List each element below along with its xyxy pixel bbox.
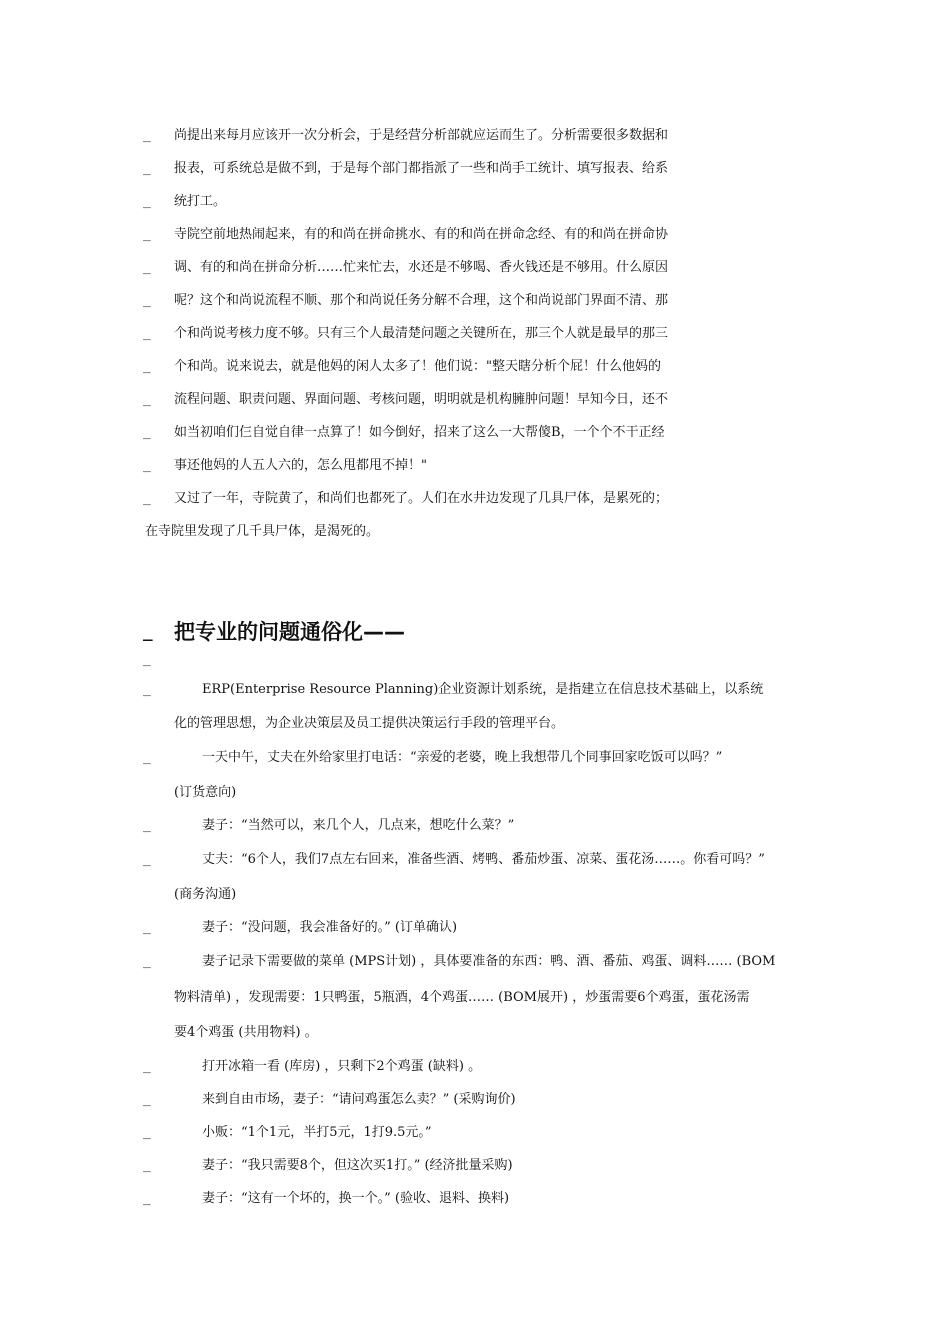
paragraph-line	[0, 1121, 950, 1145]
bullet-marker: _	[143, 392, 151, 407]
erp-definition-text: ERP(Enterprise Resource Planning)企业资源计划系统，是指建立在信息技术基础上，以系统	[202, 682, 764, 697]
story-line	[0, 388, 950, 412]
paragraph-line	[0, 1021, 950, 1045]
dialogue-text: 妻子：“没问题，我会准备好的。” (订单确认)	[202, 920, 458, 935]
story-line	[0, 124, 950, 148]
menu-planning-text: 物料清单) ，发现需要：1只鸭蛋，5瓶酒，4个鸡蛋…… (BOM展开) ，炒蛋需要6个鸡蛋，蛋花汤需	[174, 990, 750, 1005]
paragraph-line	[0, 1088, 950, 1112]
dialogue-text: 妻子：“我只需要8个，但这次买1打。” (经济批量采购)	[202, 1158, 513, 1173]
paragraph-line	[0, 678, 950, 702]
bullet-marker: _	[143, 227, 151, 242]
dialogue-text: 一天中午，丈夫在外给家里打电话：“亲爱的老婆，晚上我想带几个同事回家吃饭可以吗？”	[202, 750, 723, 765]
bullet-marker: _	[143, 425, 151, 440]
story-line	[0, 421, 950, 445]
bullet-marker: _	[143, 652, 151, 667]
story-line	[0, 289, 950, 313]
story-text: 事还他妈的人五人六的，怎么甩都甩不掉！"	[174, 458, 427, 473]
story-text: 个和尚说考核力度不够。只有三个人最清楚问题之关键所在，那三个人就是最早的那三	[174, 326, 669, 341]
menu-planning-text: 要4个鸡蛋 (共用物料) 。	[174, 1025, 318, 1040]
bullet-marker: _	[143, 920, 151, 935]
dialogue-text: 打开冰箱一看 (库房) ，只剩下2个鸡蛋 (缺料) 。	[202, 1059, 482, 1074]
dialogue-text: (订货意向)	[174, 785, 237, 800]
bullet-marker: _	[143, 260, 151, 275]
paragraph-line	[0, 1154, 950, 1178]
story-text: 在寺院里发现了几千具尸体，是渴死的。	[145, 524, 380, 539]
bullet-marker: _	[143, 458, 151, 473]
menu-planning-text: 妻子记录下需要做的菜单 (MPS计划) ，具体要准备的东西：鸭、酒、番茄、鸡蛋、调料…… (BOM	[202, 954, 776, 969]
paragraph-line	[0, 746, 950, 770]
story-text: 统打工。	[174, 194, 227, 209]
paragraph-line	[0, 1187, 950, 1211]
story-text: 个和尚。说来说去，就是他妈的闲人太多了！他们说："整天瞎分析个屁！什么他妈的	[174, 359, 661, 374]
bullet-marker: _	[143, 128, 151, 143]
dialogue-text: 小贩：“1个1元，半打5元，1打9.5元。”	[202, 1125, 432, 1140]
paragraph-line	[0, 781, 950, 805]
dialogue-text: (商务沟通)	[174, 887, 237, 902]
bullet-marker: _	[143, 954, 151, 969]
dialogue-text: 妻子：“当然可以，来几个人，几点来，想吃什么菜？”	[202, 818, 515, 833]
erp-definition-text: 化的管理思想，为企业决策层及员工提供决策运行手段的管理平台。	[174, 716, 565, 731]
story-text: 流程问题、职责问题、界面问题、考核问题，明明就是机构臃肿问题！早知今日，还不	[174, 392, 669, 407]
story-text: 调、有的和尚在拼命分析……忙来忙去，水还是不够喝、香火钱还是不够用。什么原因	[174, 260, 669, 275]
paragraph-line	[0, 883, 950, 907]
story-line	[0, 355, 950, 379]
bullet-marker: _	[143, 622, 153, 641]
story-text: 寺院空前地热闹起来，有的和尚在拼命挑水、有的和尚在拼命念经、有的和尚在拼命协	[174, 227, 669, 242]
bullet-marker: _	[143, 852, 151, 867]
bullet-marker: _	[143, 1059, 151, 1074]
bullet-marker: _	[143, 682, 151, 697]
story-line	[0, 487, 950, 511]
paragraph-line	[0, 814, 950, 838]
bullet-marker: _	[143, 293, 151, 308]
paragraph-line	[0, 1055, 950, 1079]
bullet-marker: _	[143, 161, 151, 176]
story-line	[0, 190, 950, 214]
story-text: 呢？这个和尚说流程不顺、那个和尚说任务分解不合理，这个和尚说部门界面不清、那	[174, 293, 669, 308]
bullet-marker: _	[143, 750, 151, 765]
dialogue-text: 来到自由市场，妻子：“请问鸡蛋怎么卖？” (采购询价)	[202, 1092, 516, 1107]
dialogue-text: 丈夫：“6个人，我们7点左右回来，准备些酒、烤鸭、番茄炒蛋、凉菜、蛋花汤……。你看可吗？”	[202, 852, 765, 867]
paragraph-line	[0, 986, 950, 1010]
bullet-marker: _	[143, 359, 151, 374]
story-line	[0, 256, 950, 280]
bullet-marker: _	[143, 1191, 151, 1206]
section-heading	[0, 614, 950, 650]
story-line	[0, 322, 950, 346]
story-text: 尚提出来每月应该开一次分析会，于是经营分析部就应运而生了。分析需要很多数据和	[174, 128, 669, 143]
paragraph-line	[0, 950, 950, 974]
empty-line	[0, 648, 950, 672]
paragraph-line	[0, 848, 950, 872]
bullet-marker: _	[143, 1125, 151, 1140]
bullet-marker: _	[143, 1158, 151, 1173]
paragraph-line	[0, 916, 950, 940]
story-line	[0, 454, 950, 478]
story-line	[0, 157, 950, 181]
story-line	[0, 520, 950, 544]
bullet-marker: _	[143, 1092, 151, 1107]
dialogue-text: 妻子：“这有一个坏的，换一个。” (验收、退料、换料)	[202, 1191, 510, 1206]
bullet-marker: _	[143, 818, 151, 833]
story-text: 又过了一年，寺院黄了，和尚们也都死了。人们在水井边发现了几具尸体，是累死的；	[174, 491, 669, 506]
story-text: 如当初咱们仨自觉自律一点算了！如今倒好，招来了这么一大帮傻B，一个个不干正经	[174, 425, 665, 440]
story-line	[0, 223, 950, 247]
paragraph-line	[0, 712, 950, 736]
bullet-marker: _	[143, 194, 151, 209]
bullet-marker: _	[143, 326, 151, 341]
heading-text: 把专业的问题通俗化——	[174, 620, 405, 644]
bullet-marker: _	[143, 491, 151, 506]
story-text: 报表，可系统总是做不到，于是每个部门都指派了一些和尚手工统计、填写报表、给系	[174, 161, 669, 176]
